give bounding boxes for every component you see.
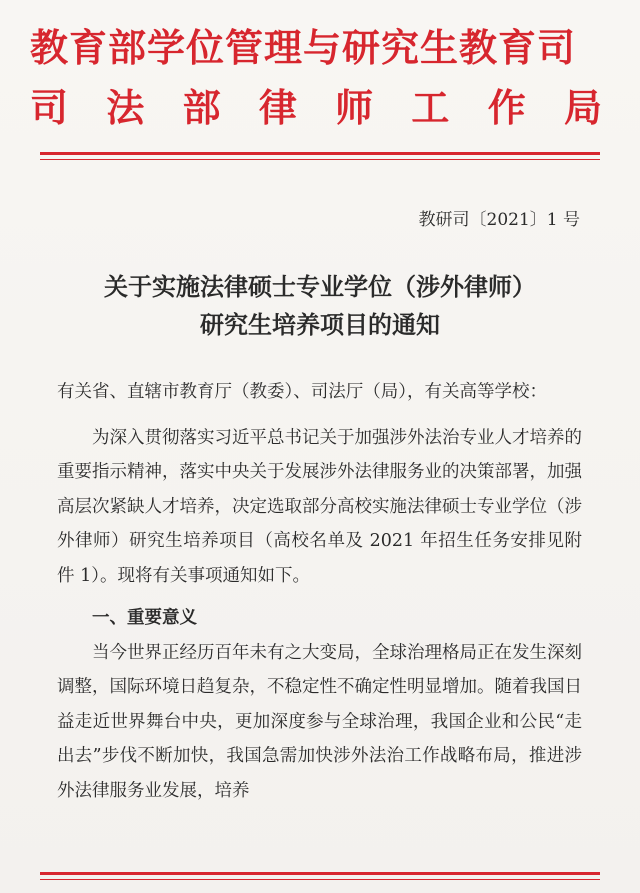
red-divider-top bbox=[40, 152, 600, 155]
section-heading-1: 一、重要意义 bbox=[92, 608, 197, 628]
letterhead-char: 局 bbox=[563, 85, 602, 130]
document-number: 教研司〔2021〕1 号 bbox=[418, 210, 580, 230]
addressee: 有关省、直辖市教育厅（教委）、司法厅（局），有关高等学校： bbox=[57, 382, 547, 402]
notice-title-line-2: 研究生培养项目的通知 bbox=[200, 311, 440, 339]
letterhead-char: 司 bbox=[30, 85, 69, 130]
letterhead-char: 律 bbox=[258, 85, 297, 130]
letterhead-char: 法 bbox=[106, 85, 145, 130]
letterhead-char: 师 bbox=[335, 85, 374, 130]
notice-title bbox=[40, 268, 600, 344]
letterhead-char: 工 bbox=[411, 85, 450, 130]
letterhead-line-2 bbox=[30, 86, 610, 130]
red-divider-bottom-thin bbox=[40, 879, 600, 880]
notice-body bbox=[57, 375, 582, 808]
red-divider-top-thin bbox=[40, 159, 600, 160]
paragraph-1: 为深入贯彻落实习近平总书记关于加强涉外法治专业人才培养的重要指示精神，落实中央关于发展涉外法律服务业的决策部署，加强高层次紧缺人才培养，决定选取部分高校实施法律硕士专业学位（涉外律师）研究生培养项目（高校名单及 2021 年招生任务安排见附件 1）。现将有关事项通知如下。 bbox=[57, 427, 582, 586]
notice-title-line-1: 关于实施法律硕士专业学位（涉外律师） bbox=[104, 273, 536, 301]
letterhead bbox=[30, 26, 610, 130]
red-divider-bottom bbox=[40, 872, 600, 875]
letterhead-char: 作 bbox=[487, 85, 526, 130]
letterhead-line-1: 教育部学位管理与研究生教育司 bbox=[30, 25, 577, 70]
letterhead-char: 部 bbox=[182, 85, 221, 130]
paragraph-2: 当今世界正经历百年未有之大变局，全球治理格局正在发生深刻调整，国际环境日趋复杂，不稳定性不确定性明显增加。随着我国日益走近世界舞台中央，更加深度参与全球治理，我国企业和公民“走出去”步伐不断加快，我国急需加快涉外法治工作战略布局，推进涉外法律服务业发展，培养 bbox=[57, 642, 582, 801]
